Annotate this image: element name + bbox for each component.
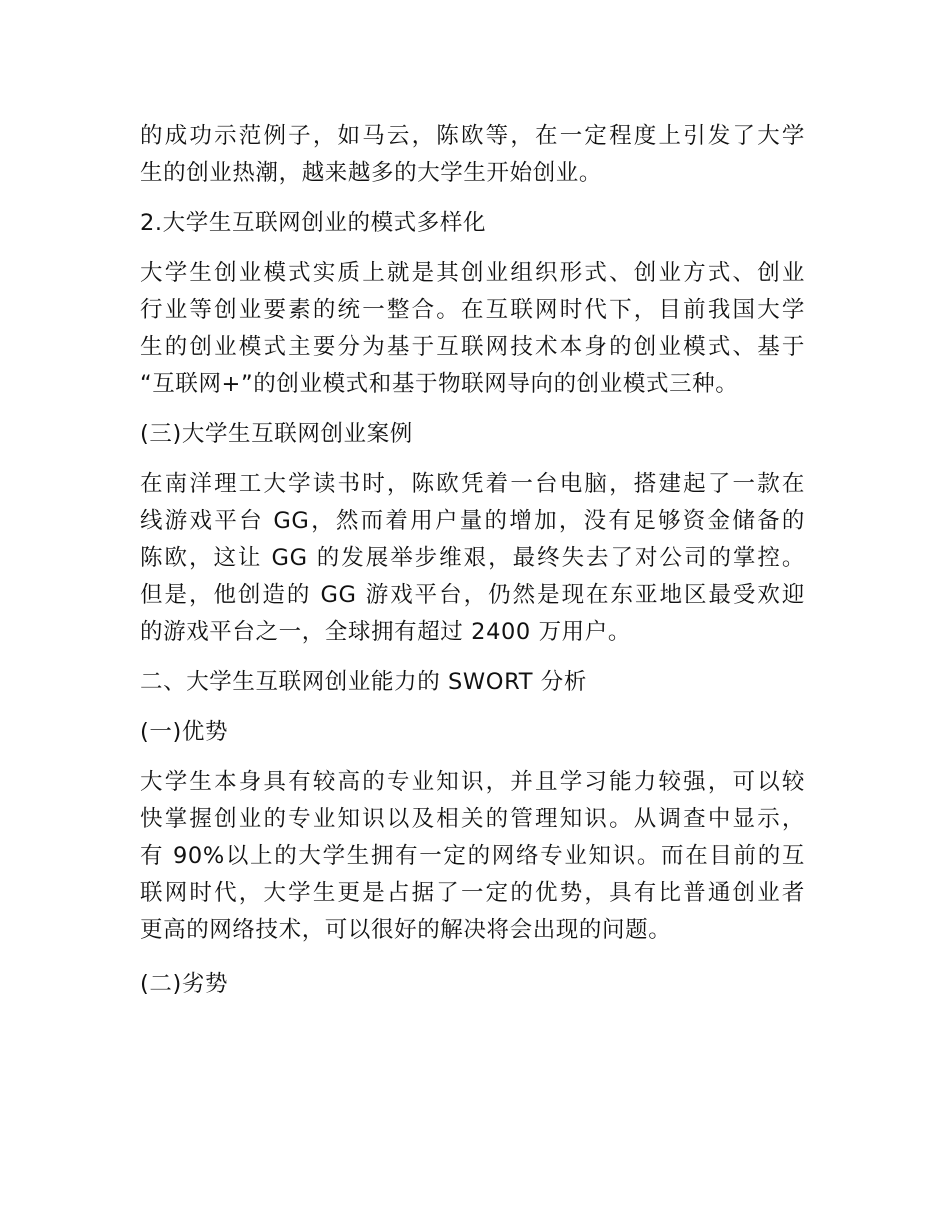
text-line: 在南洋理工大学读书时，陈欧凭着一台电脑，搭建起了一款在 bbox=[140, 471, 805, 497]
text-line: 陈欧，这让 GG 的发展举步维艰，最终失去了对公司的掌控。 bbox=[140, 545, 805, 571]
text-line: 生的创业模式主要分为基于互联网技术本身的创业模式、基于 bbox=[140, 334, 805, 360]
text-line: 线游戏平台 GG，然而着用户量的增加，没有足够资金储备的 bbox=[140, 508, 805, 534]
heading-strengths: (一)优势 bbox=[140, 719, 229, 745]
text-line: 有 90%以上的大学生拥有一定的网络专业知识。而在目前的互 bbox=[140, 843, 805, 869]
heading-model-diversity: 2.大学生互联网创业的模式多样化 bbox=[140, 210, 487, 236]
paragraph-strengths bbox=[140, 764, 805, 949]
text-line: 的游戏平台之一，全球拥有超过 2400 万用户。 bbox=[140, 619, 631, 645]
heading-swort-analysis: 二、大学生互联网创业能力的 SWORT 分析 bbox=[140, 669, 587, 695]
paragraph-chen-ou-case bbox=[140, 466, 805, 651]
text-line: 行业等创业要素的统一整合。在互联网时代下，目前我国大学 bbox=[140, 297, 805, 323]
paragraph-entrepreneurship-models bbox=[140, 255, 805, 403]
text-line: 但是，他创造的 GG 游戏平台，仍然是现在东亚地区最受欢迎 bbox=[140, 582, 805, 608]
text-line: 大学生本身具有较高的专业知识，并且学习能力较强，可以较 bbox=[140, 769, 805, 795]
heading-case-study: (三)大学生互联网创业案例 bbox=[140, 421, 413, 447]
heading-weaknesses: (二)劣势 bbox=[140, 971, 229, 997]
text-line: 生的创业热潮，越来越多的大学生开始创业。 bbox=[140, 160, 603, 186]
text-line: “互联网+”的创业模式和基于物联网导向的创业模式三种。 bbox=[140, 371, 739, 397]
text-line: 更高的网络技术，可以很好的解决将会出现的问题。 bbox=[140, 917, 672, 943]
text-line: 大学生创业模式实质上就是其创业组织形式、创业方式、创业 bbox=[140, 260, 805, 286]
document-page bbox=[140, 118, 805, 1003]
text-line: 的成功示范例子，如马云，陈欧等，在一定程度上引发了大学 bbox=[140, 123, 805, 149]
paragraph-success-examples bbox=[140, 118, 805, 192]
text-line: 快掌握创业的专业知识以及相关的管理知识。从调查中显示， bbox=[140, 806, 805, 832]
text-line: 联网时代，大学生更是占据了一定的优势，具有比普通创业者 bbox=[140, 880, 805, 906]
